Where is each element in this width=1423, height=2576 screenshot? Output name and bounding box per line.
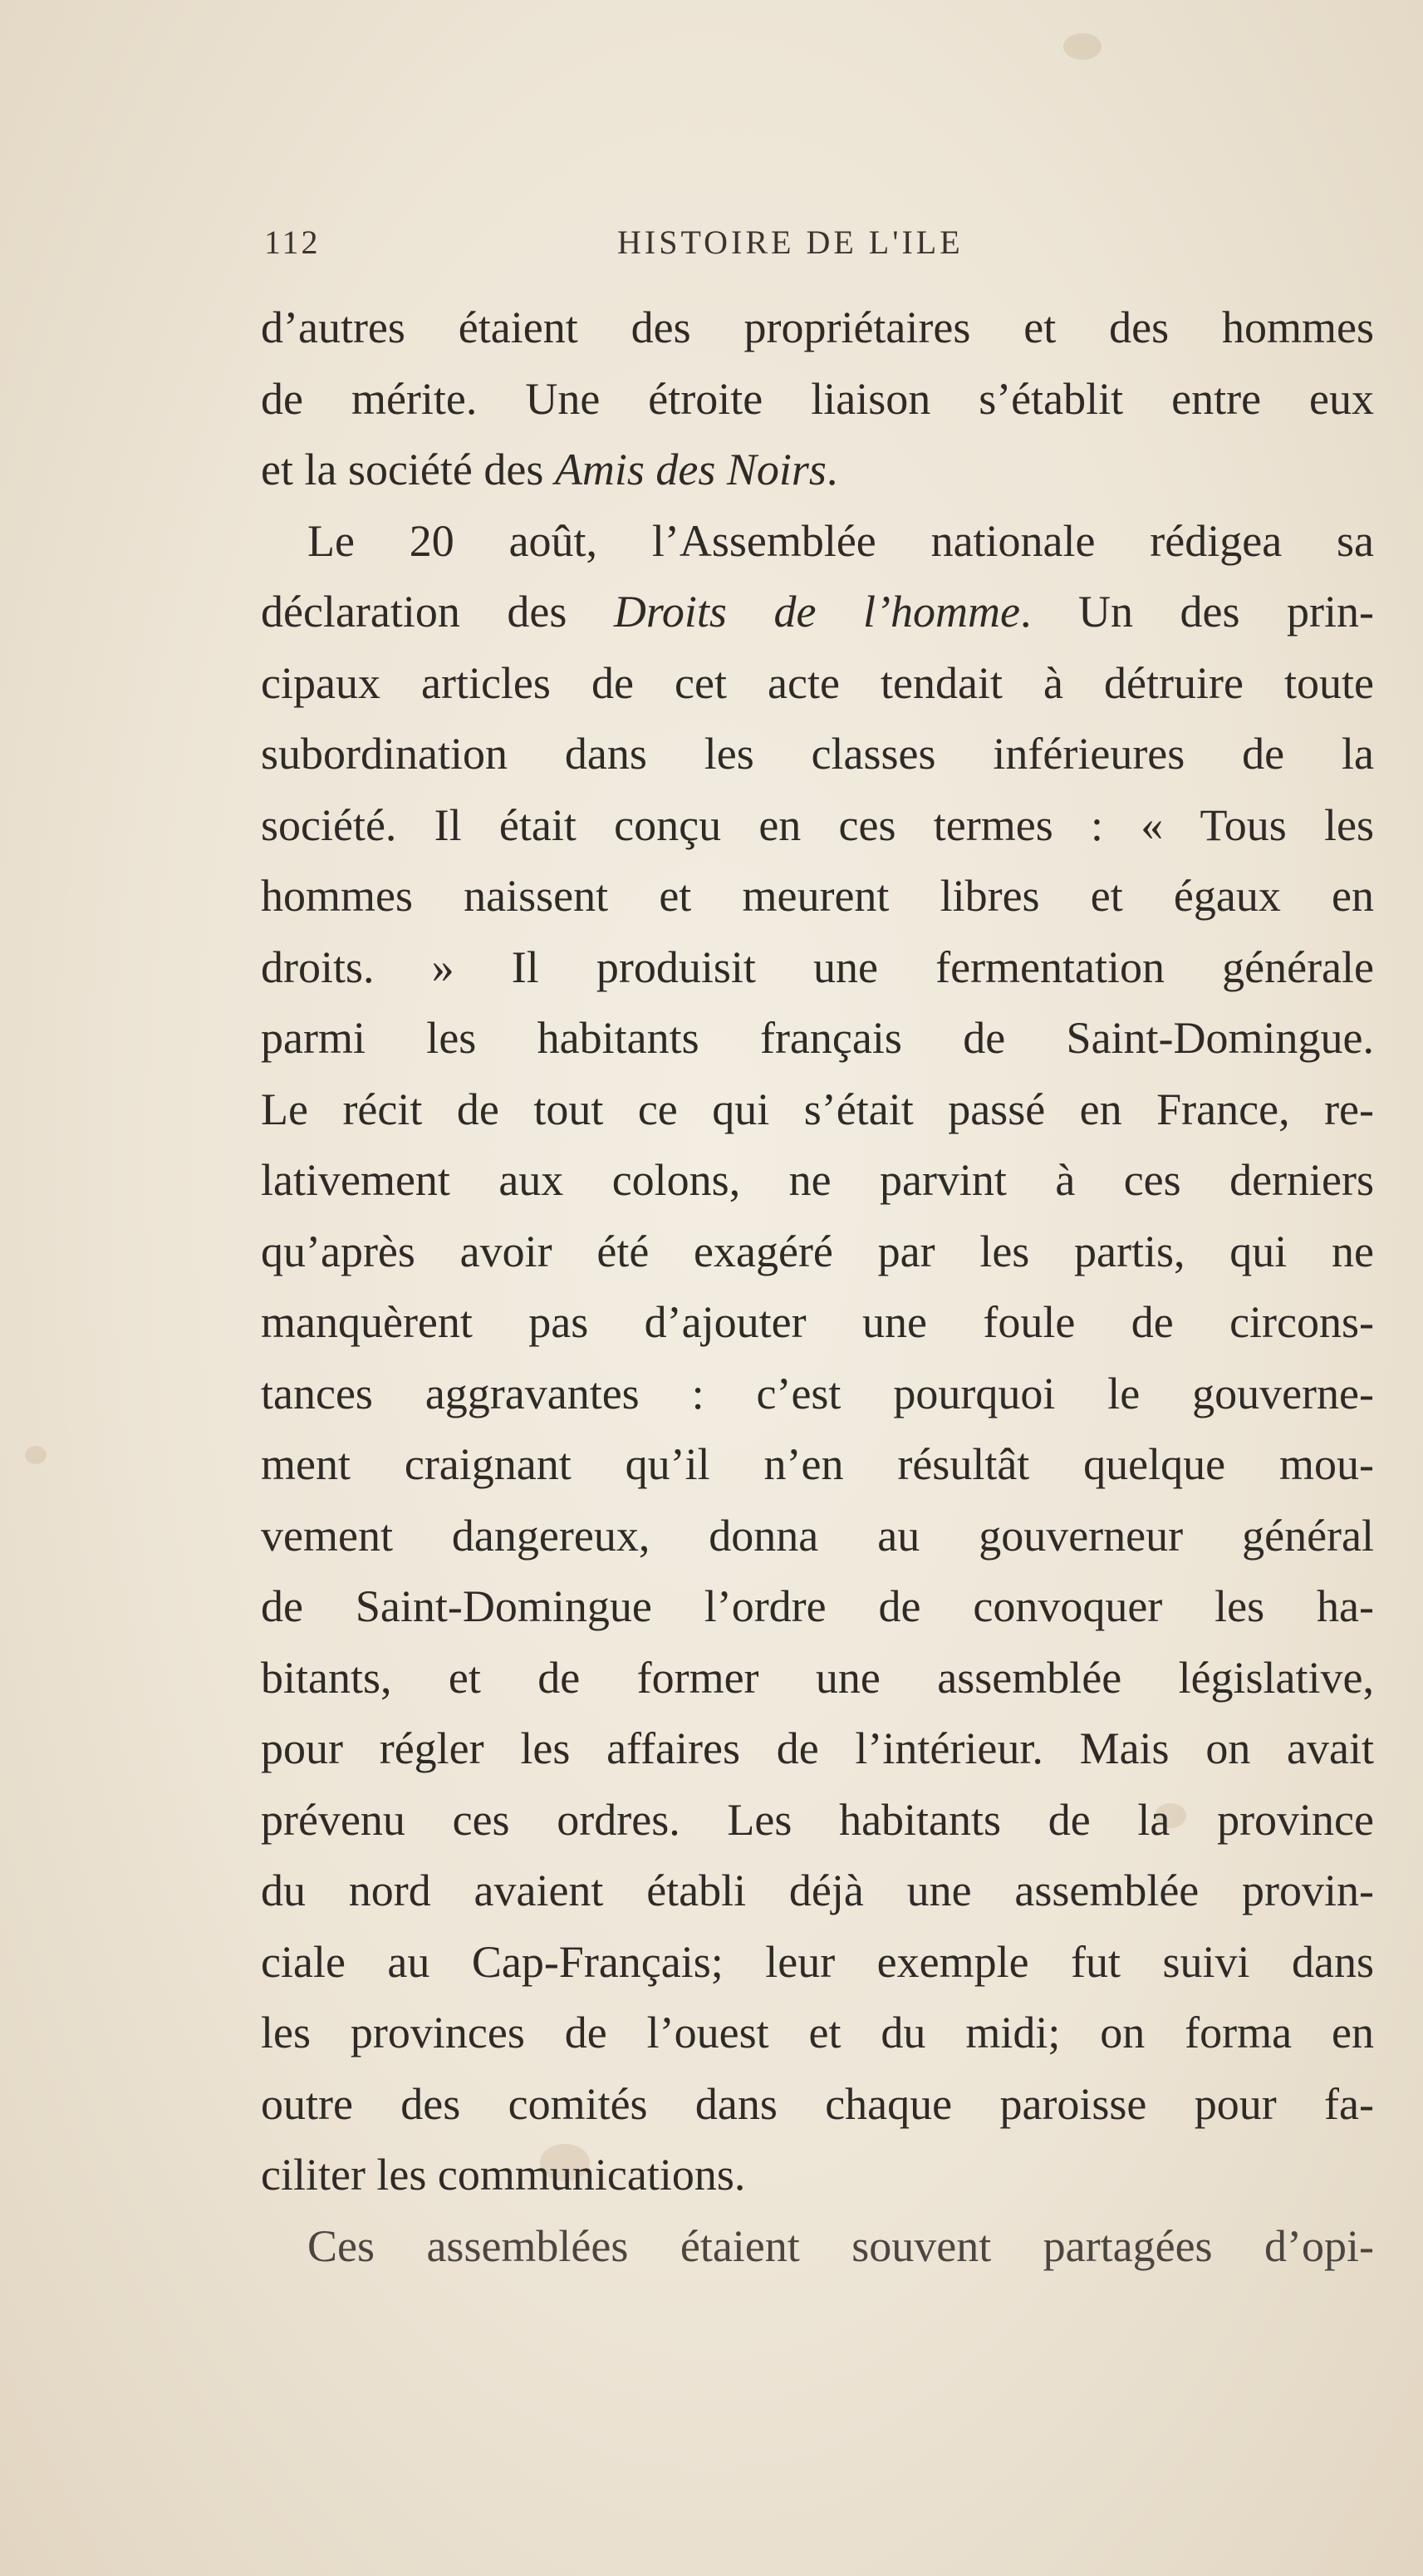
text-line: hommes naissent et meurent libres et égaux en [261, 871, 1374, 921]
text-line: vement dangereux, donna au gouverneur général [261, 1510, 1374, 1561]
text-line: les provinces de l’ouest et du midi; on forma en [261, 2008, 1374, 2057]
body-text [261, 293, 1374, 2282]
text-line: tances aggravantes : c’est pourquoi le gouverne- [261, 1368, 1374, 1418]
italic-phrase: Droits de l’homme [613, 587, 1020, 637]
text-line: société. Il était conçu en ces termes : « Tous les [261, 799, 1374, 850]
text-line: du nord avaient établi déjà une assemblée provin- [261, 1866, 1374, 1915]
text-line: de mérite. Une étroite liaison s’établit entre eux [261, 373, 1374, 424]
text-line: parmi les habitants français de Saint-Domingue. [261, 1013, 1374, 1063]
page-header [264, 223, 1344, 273]
text-line: et la société des Amis des Noirs. [261, 445, 838, 494]
text-line: bitants, et de former une assemblée législative, [261, 1652, 1374, 1703]
text-line: Le récit de tout ce qui s’était passé en France, re- [261, 1084, 1374, 1134]
text-line: de Saint-Domingue l’ordre de convoquer les ha- [261, 1581, 1374, 1631]
text-line: prévenu ces ordres. Les habitants de la province [261, 1794, 1374, 1845]
text-line: qu’après avoir été exagéré par les partis, qui ne [261, 1226, 1374, 1276]
paragraph-first-line: Ces assemblées étaient souvent partagées d’opi- [307, 2220, 1374, 2271]
paper-stain [25, 1446, 47, 1464]
italic-phrase: Amis des Noirs [554, 445, 827, 494]
text-line: droits. » Il produisit une fermentation générale [261, 941, 1374, 992]
paper-stain [1063, 33, 1102, 60]
text-line: lativement aux colons, ne parvint à ces derniers [261, 1155, 1374, 1205]
text-line: subordination dans les classes inférieures de la [261, 729, 1374, 779]
text-line: ment craignant qu’il n’en résultât quelque mou- [261, 1439, 1374, 1489]
text-line: ciliter les communications. [261, 2150, 746, 2200]
text-line: d’autres étaient des propriétaires et des hommes [261, 302, 1374, 352]
text-line: outre des comités dans chaque paroisse pour fa- [261, 2078, 1374, 2129]
text-line: déclaration des Droits de l’homme. Un des prin- [261, 587, 1374, 637]
text-line: pour régler les affaires de l’intérieur. Mais on avait [261, 1723, 1374, 1773]
page-number: 112 [264, 224, 321, 261]
running-head: HISTOIRE DE L'ILE [617, 224, 964, 261]
paragraph-first-line: Le 20 août, l’Assemblée nationale rédigea sa [307, 515, 1374, 566]
text-line: ciale au Cap-Français; leur exemple fut suivi dans [261, 1936, 1374, 1987]
text-line: cipaux articles de cet acte tendait à détruire toute [261, 657, 1374, 708]
text-line: manquèrent pas d’ajouter une foule de circons- [261, 1297, 1374, 1347]
